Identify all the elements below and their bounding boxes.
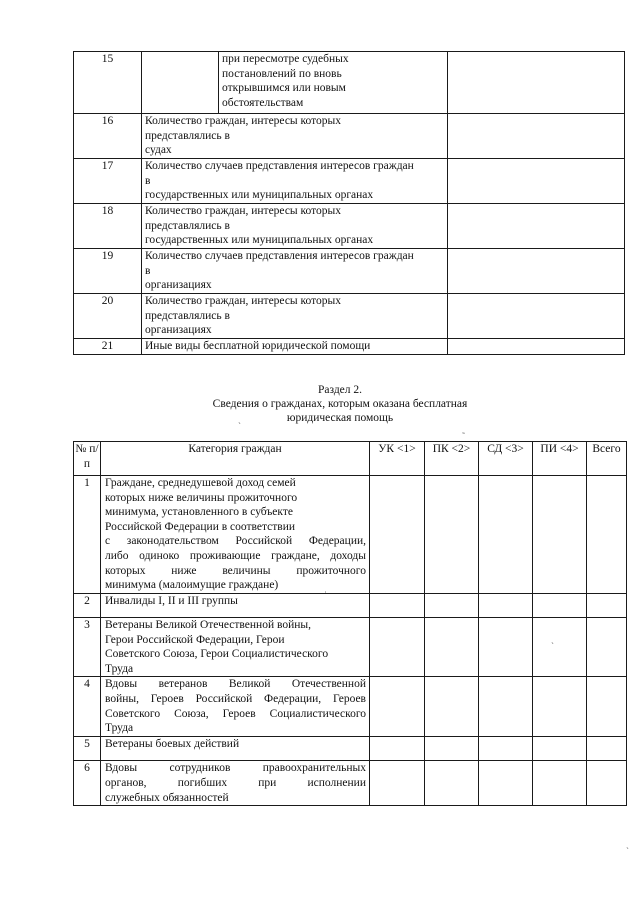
category-text: Ветераны Великой Отечественной войны, Герои Российской Федерации, Герои Советского Союза, Герои Социалистического Труда [101,618,370,677]
row-number: 15 [74,52,142,114]
row-text: Количество граждан, интересы которых представлялись в государственных или муниципальных органах [142,204,448,249]
category-text: Граждане, среднедушевой доход семей которых ниже величины прожиточного минимума, установленного в субъекте Российской Федерации в соответствии с законодательством Российской Федерации, либо одиноко проживающие граждане, доходы которых ниже величины прожиточного минимума (малоимущие граждане) [101,476,370,594]
value-cell [587,618,627,677]
value-cell [587,594,627,618]
header-number: № п/п [74,442,101,476]
value-cell [425,594,479,618]
section-label: Раздел 2. [317,384,363,396]
value-cell [370,618,425,677]
value-cell [533,677,587,737]
value-cell [533,737,587,761]
row-number: 20 [74,294,142,339]
row-number: 18 [74,204,142,249]
value-cell [425,677,479,737]
table-row [74,761,627,806]
row-text: при пересмотре судебных постановлений по вновь открывшимся или новым обстоятельствам [219,52,448,114]
row-number: 6 [74,761,101,806]
value-cell [370,677,425,737]
value-cell [448,114,625,159]
table-row [74,249,625,294]
value-cell [479,761,533,806]
category-text: Инвалиды I, II и III группы [101,594,370,618]
value-cell [479,594,533,618]
row-text: Количество граждан, интересы которых представлялись в организациях [142,294,448,339]
value-cell [448,294,625,339]
value-cell [425,737,479,761]
value-cell [425,761,479,806]
header-pi: ПИ <4> [533,442,587,476]
value-cell [370,594,425,618]
row-number: 4 [74,677,101,737]
table-row [74,594,627,618]
header-total: Всего [587,442,627,476]
table-row [74,114,625,159]
value-cell [533,594,587,618]
value-cell [587,737,627,761]
value-cell [479,677,533,737]
value-cell [533,618,587,677]
scan-mark: ˏ [551,634,554,644]
table-row [74,294,625,339]
value-cell [587,476,627,594]
table-row [74,204,625,249]
table-row [74,339,625,355]
row-number: 1 [74,476,101,594]
row-text: Количество случаев представления интересов граждан в организациях [142,249,448,294]
section-title-line2: юридическая помощь [286,412,394,424]
table-row [74,618,627,677]
scan-mark: ˙ [324,590,327,600]
category-text: Вдовы ветеранов Великой Отечественной войны, Героев Российской Федерации, Героев Советского Союза, Героев Социалистического Труда [101,677,370,737]
header-pk: ПК <2> [425,442,479,476]
row-text: Количество граждан, интересы которых представлялись в судах [142,114,448,159]
table-row [74,737,627,761]
scan-mark: ˏ [238,414,241,424]
value-cell [425,476,479,594]
value-cell [479,737,533,761]
row-number: 16 [74,114,142,159]
row-number: 5 [74,737,101,761]
value-cell [479,476,533,594]
value-cell [587,677,627,737]
value-cell [448,339,625,355]
value-cell [425,618,479,677]
header-category: Категория граждан [101,442,370,476]
top-table [73,51,625,355]
row-number: 2 [74,594,101,618]
value-cell [533,761,587,806]
table-row [74,52,625,114]
header-sd: СД <3> [479,442,533,476]
value-cell [370,476,425,594]
value-cell [587,761,627,806]
row-number: 21 [74,339,142,355]
value-cell [479,618,533,677]
value-cell [448,159,625,204]
table-row [74,159,625,204]
section-title-line1: Сведения о гражданах, которым оказана бесплатная [212,398,468,410]
table-cell [142,52,219,114]
value-cell [370,761,425,806]
category-text: Вдовы сотрудников правоохранительных органов, погибших при исполнении служебных обязанностей [101,761,370,806]
citizens-table [73,441,627,806]
value-cell [533,476,587,594]
row-number: 19 [74,249,142,294]
category-text: Ветераны боевых действий [101,737,370,761]
table-row [74,677,627,737]
value-cell [370,737,425,761]
header-uk: УК <1> [370,442,425,476]
row-text: Количество случаев представления интересов граждан в государственных или муниципальных органах [142,159,448,204]
scan-mark: ˷ [462,424,465,434]
table-row [74,476,627,594]
row-text: Иные виды бесплатной юридической помощи [142,339,448,355]
row-number: 17 [74,159,142,204]
value-cell [448,249,625,294]
scan-mark: ˏ [626,839,629,849]
row-number: 3 [74,618,101,677]
value-cell [448,204,625,249]
header-row [74,442,627,476]
value-cell [448,52,625,114]
